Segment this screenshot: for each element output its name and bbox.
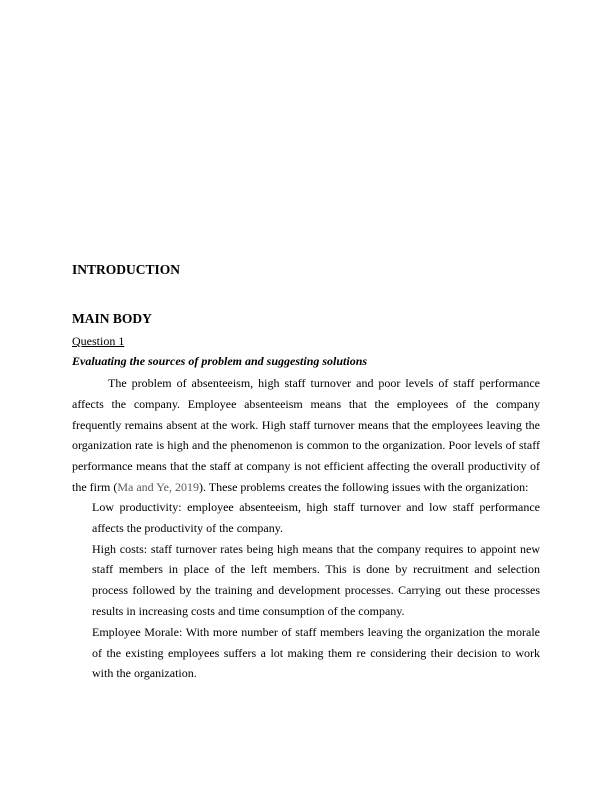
main-body-heading: MAIN BODY <box>72 311 152 326</box>
issues-list <box>72 497 540 684</box>
citation: Ma and Ye, 2019 <box>117 479 199 494</box>
list-item-text: Employee Morale: With more number of staff members leaving the organization the morale of the existing employees suffers a lot making them re considering their decision to work with the organization. <box>92 624 540 681</box>
paragraph-text-start: The problem of absenteeism, high staff turnover and poor levels of staff performance affects the company. Employee absenteeism means that the employees of the company frequently remains absent at the work. High staff turnover means that the employees leaving the organization rate is high and the phenomenon is common to the organization. Poor levels of staff performance means that the staff at company is not efficient affecting the overall productivity of the firm ( <box>72 376 540 494</box>
question-label: Question 1 <box>72 334 125 348</box>
section-subheading: Evaluating the sources of problem and suggesting solutions <box>72 354 368 368</box>
paragraph-text-end: ). These problems creates the following issues with the organization: <box>199 479 529 494</box>
list-item <box>72 539 540 622</box>
list-item-text: High costs: staff turnover rates being high means that the company requires to appoint new staff members in place of the left members. This is done by recruitment and selection process followed by the training and development processes. Carrying out these processes results in increasing costs and time consumption of the company. <box>92 541 540 618</box>
bullet-icon <box>72 539 92 622</box>
introduction-heading: INTRODUCTION <box>72 262 181 277</box>
body-paragraph <box>72 373 540 498</box>
bullet-icon <box>72 622 92 684</box>
list-item <box>72 622 540 684</box>
list-item <box>72 497 540 539</box>
bullet-icon <box>72 497 92 539</box>
list-item-text: Low productivity: employee absenteeism, high staff turnover and low staff performance affects the productivity of the company. <box>92 500 540 535</box>
